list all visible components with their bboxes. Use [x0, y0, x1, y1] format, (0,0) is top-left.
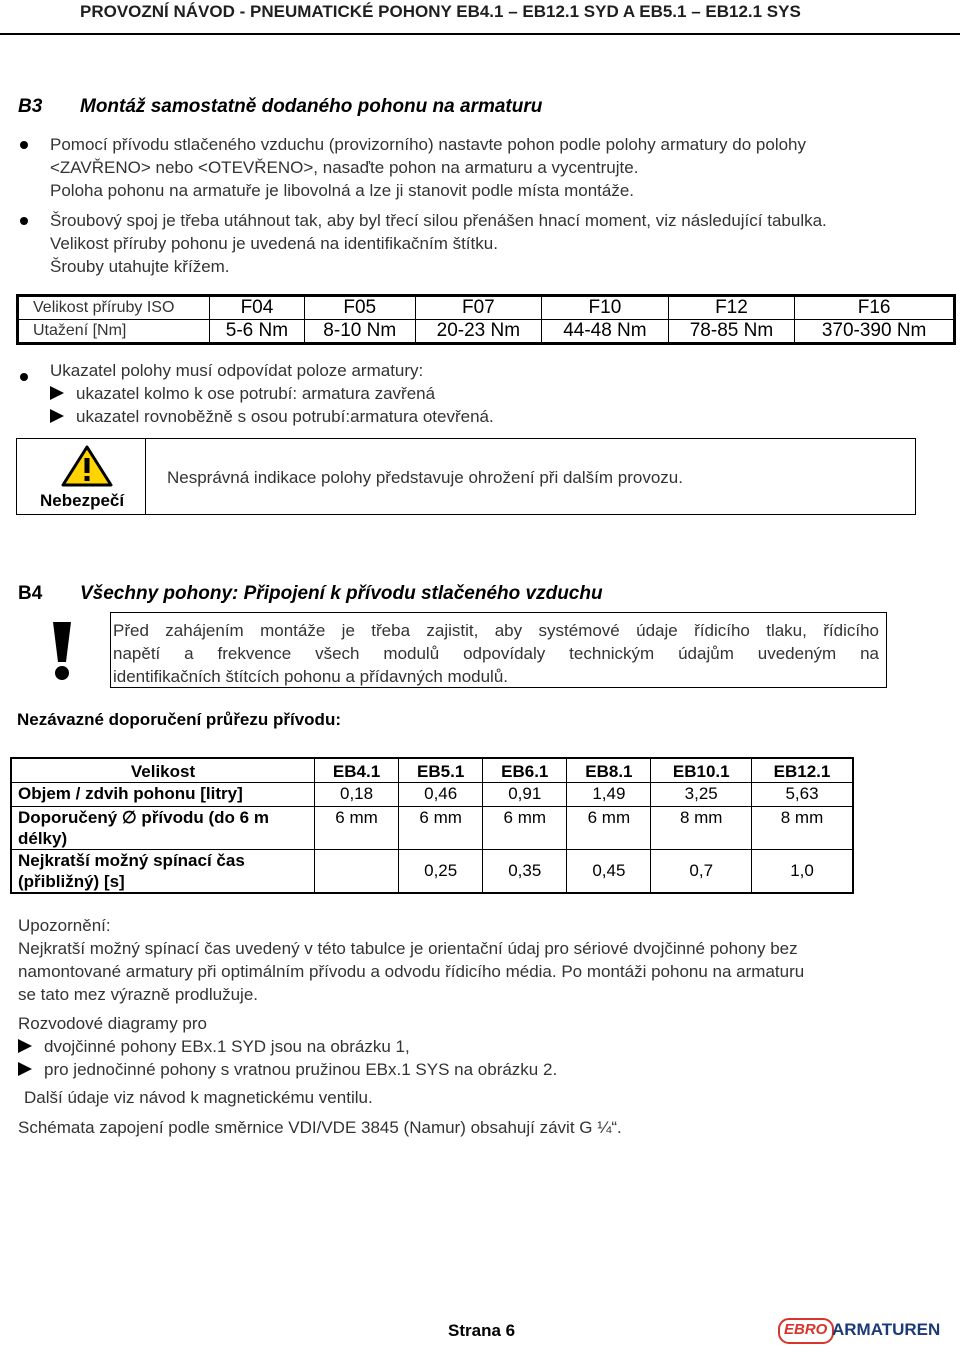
table-header-cell: EB12.1: [752, 758, 853, 782]
bullet-dot: [20, 217, 28, 225]
b3-bullet1-line: Pomocí přívodu stlačeného vzduchu (provizorního) nastavte pohon podle polohy armatury do polohy: [50, 135, 807, 154]
table-cell: Doporučený ∅ přívodu (do 6 m délky): [11, 806, 315, 849]
table-cell: 6 mm: [315, 806, 399, 849]
b3-bullet1-line: <ZAVŘENO> nebo <OTEVŘENO>, nasaďte pohon na armaturu a vycentrujte.: [50, 158, 639, 177]
table-cell: 6 mm: [399, 806, 483, 849]
diagram-item-text: pro jednočinné pohony s vratnou pružinou EBx.1 SYS na obrázku 2.: [44, 1060, 558, 1079]
table-cell: 6 mm: [567, 806, 651, 849]
b3-arrow-item-1: [50, 382, 435, 405]
arrow-item-text: ukazatel kolmo k ose potrubí: armatura zavřená: [76, 384, 436, 403]
table-cell: 0,35: [483, 849, 567, 893]
danger-text: Nesprávná indikace polohy představuje ohrožení při dalším provozu.: [167, 468, 683, 487]
table-cell: 78-85 Nm: [668, 320, 795, 344]
notice-title: Upozornění:: [18, 916, 111, 935]
section-b4-number: B4: [18, 583, 43, 604]
note-line: Před zahájením montáže je třeba zajistit, aby systémové údaje řídicího tlaku, řídicího: [113, 621, 879, 640]
table-cell: 44-48 Nm: [542, 320, 669, 344]
danger-box-divider: [145, 438, 146, 515]
bullet-dot: [20, 373, 28, 381]
section-b4-title: Všechny pohony: Připojení k přívodu stlačeného vzduchu: [80, 583, 603, 604]
note-line: napětí a frekvence všech modulů odpovídaly technickým údajům uvedeným na: [113, 644, 879, 663]
table-cell: 5,63: [752, 782, 853, 806]
actuator-size-table: [10, 757, 854, 894]
table-cell: 6 mm: [483, 806, 567, 849]
notice-line: namontované armatury při optimálním přívodu a odvodu řídicího média. Po montáži pohonu na armaturu: [18, 962, 805, 981]
table-header-cell: EB8.1: [567, 758, 651, 782]
table-cell: Objem / zdvih pohonu [litry]: [11, 782, 315, 806]
table-header-cell: EB5.1: [399, 758, 483, 782]
table-cell: 5-6 Nm: [210, 320, 305, 344]
table-row: [11, 806, 853, 849]
b3-bullet2-line: Šroubový spoj je třeba utáhnout tak, aby byl třecí silou přenášen hnací moment, viz následující tabulka.: [50, 211, 827, 230]
b3-bullet1: [50, 133, 806, 202]
arrow-right-icon: [50, 409, 64, 423]
ebro-logo: [778, 1316, 954, 1344]
table-header-row: [11, 758, 853, 782]
b3-bullet3: Ukazatel polohy musí odpovídat poloze armatury:: [50, 361, 424, 380]
section-b3-title: Montáž samostatně dodaného pohonu na armaturu: [80, 96, 543, 117]
table-row: [11, 849, 853, 893]
table-cell: F12: [668, 296, 795, 320]
warning-triangle-icon: [61, 445, 113, 492]
table-cell: 0,25: [399, 849, 483, 893]
table-cell: F16: [795, 296, 955, 320]
table-cell: F07: [415, 296, 542, 320]
notice-line: se tato mez výrazně prodlužuje.: [18, 985, 259, 1004]
table-cell: 1,0: [752, 849, 853, 893]
notice-text: [18, 937, 804, 1006]
table-cell: [315, 849, 399, 893]
diagram-item-2: [18, 1058, 557, 1081]
recommendation-heading: Nezávazné doporučení průřezu přívodu:: [17, 710, 341, 729]
b3-bullet1-line: Poloha pohonu na armatuře je libovolná a lze ji stanovit podle místa montáže.: [50, 181, 635, 200]
logo-text-right: ARMATUREN: [832, 1320, 941, 1339]
table-cell: Utažení [Nm]: [18, 320, 210, 344]
bullet-dot: [20, 141, 28, 149]
table-cell: 0,46: [399, 782, 483, 806]
notice-line: Nejkratší možný spínací čas uvedený v této tabulce je orientační údaj pro sériové dvojčinné pohony bez: [18, 939, 798, 958]
table-cell: Nejkratší možný spínací čas (přibližný) [s]: [11, 849, 315, 893]
table-cell: 8-10 Nm: [304, 320, 415, 344]
header-rule: [0, 33, 960, 35]
table-cell: 0,45: [567, 849, 651, 893]
table-cell: 20-23 Nm: [415, 320, 542, 344]
table-header-cell: EB6.1: [483, 758, 567, 782]
table-cell: Velikost příruby ISO: [18, 296, 210, 320]
b3-bullet2: [50, 209, 827, 278]
table-cell: F05: [304, 296, 415, 320]
section-b3-number: B3: [18, 96, 43, 117]
table-cell: 370-390 Nm: [795, 320, 955, 344]
arrow-item-text: ukazatel rovnoběžně s osou potrubí:armatura otevřená.: [76, 407, 494, 426]
logo-text-left: EBRO: [784, 1321, 828, 1338]
table-cell: 3,25: [651, 782, 752, 806]
b3-arrow-item-2: [50, 405, 494, 428]
arrow-right-icon: [50, 386, 64, 400]
more-info: Další údaje viz návod k magnetickému ventilu.: [24, 1088, 373, 1107]
page-header: PROVOZNÍ NÁVOD - PNEUMATICKÉ POHONY EB4.1 – EB12.1 SYD A EB5.1 – EB12.1 SYS: [80, 2, 801, 21]
diagram-item-1: [18, 1035, 410, 1058]
note-line: identifikačních štítcích pohonu a přídavných modulů.: [113, 667, 509, 686]
note-text: [113, 619, 879, 688]
table-cell: 8 mm: [651, 806, 752, 849]
table-row: [11, 782, 853, 806]
diagrams-intro: Rozvodové diagramy pro: [18, 1014, 207, 1033]
table-header-cell: EB10.1: [651, 758, 752, 782]
table-row: [18, 296, 955, 320]
table-header-cell: Velikost: [11, 758, 315, 782]
table-cell: 0,91: [483, 782, 567, 806]
b3-bullet2-line: Šrouby utahujte křížem.: [50, 257, 230, 276]
table-cell: 0,7: [651, 849, 752, 893]
table-cell: F04: [210, 296, 305, 320]
danger-label: Nebezpečí: [40, 491, 125, 510]
table-cell: 1,49: [567, 782, 651, 806]
page-number: Strana 6: [448, 1321, 516, 1340]
arrow-right-icon: [18, 1039, 32, 1053]
table-header-cell: EB4.1: [315, 758, 399, 782]
table-cell: 8 mm: [752, 806, 853, 849]
exclamation-icon: [48, 622, 76, 682]
diagram-item-text: dvojčinné pohony EBx.1 SYD jsou na obrázku 1,: [44, 1037, 410, 1056]
table-row: [18, 320, 955, 344]
schematics-note: Schémata zapojení podle směrnice VDI/VDE 3845 (Namur) obsahují závit G ¼“.: [18, 1118, 622, 1137]
b3-bullet2-line: Velikost příruby pohonu je uvedená na identifikačním štítku.: [50, 234, 498, 253]
flange-torque-table: [16, 294, 956, 345]
table-cell: 0,18: [315, 782, 399, 806]
table-cell: F10: [542, 296, 669, 320]
arrow-right-icon: [18, 1062, 32, 1076]
